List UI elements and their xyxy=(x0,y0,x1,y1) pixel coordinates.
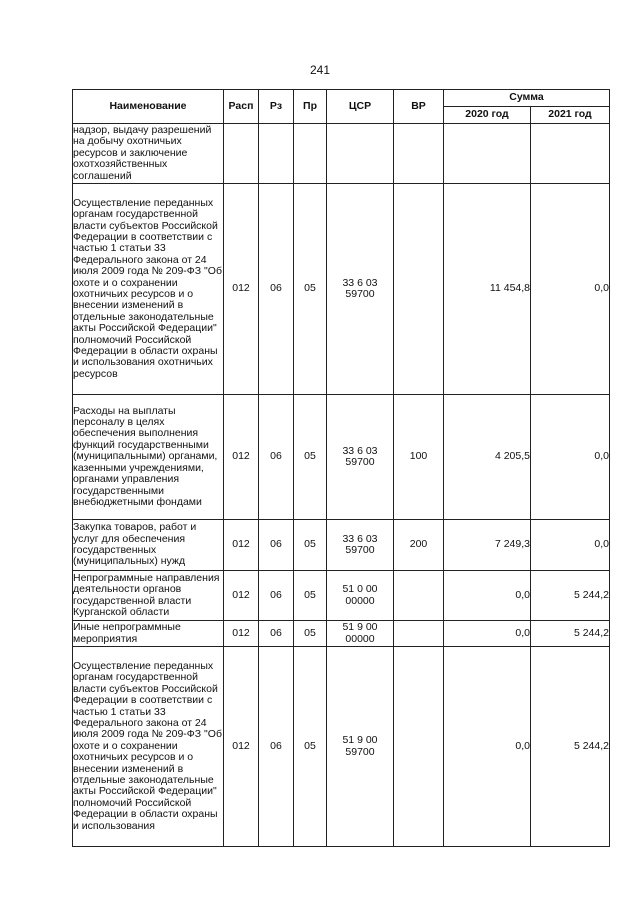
row-name: Осуществление переданных органам государственной власти субъектов Российской Федерации в соответствии с частью 1 статьи 33 Федерального закона от 24 июля 2009 года № 209-ФЗ "Об охоте и о сохранении охотничьих ресурсов и о внесении изменений в отдельные законодательные акты Российской Федерации" полномочий Российской Федерации в области охраны и использования xyxy=(73,647,224,847)
header-row xyxy=(73,90,610,107)
row-2021 xyxy=(531,124,610,184)
row-rz: 06 xyxy=(259,621,294,647)
row-rz: 06 xyxy=(259,520,294,571)
row-name: Расходы на выплаты персоналу в целях обеспечения выполнения функций государственными (муниципальными) органами, казенными учреждениями, органами управления государственными внебюджетными фондами xyxy=(73,395,224,520)
row-vr: 100 xyxy=(394,395,444,520)
header-2020: 2020 год xyxy=(444,107,531,124)
header-rz: Рз xyxy=(259,90,294,124)
table-row xyxy=(73,124,610,184)
row-rasp: 012 xyxy=(224,184,259,395)
header-pr: Пр xyxy=(294,90,327,124)
row-rz: 06 xyxy=(259,184,294,395)
row-pr: 05 xyxy=(294,571,327,621)
row-pr: 05 xyxy=(294,647,327,847)
header-rasp: Расп xyxy=(224,90,259,124)
row-2020: 7 249,3 xyxy=(444,520,531,571)
row-csr: 33 6 03 59700 xyxy=(327,184,394,395)
row-rz xyxy=(259,124,294,184)
header-name: Наименование xyxy=(73,90,224,124)
row-rz: 06 xyxy=(259,395,294,520)
table-row xyxy=(73,571,610,621)
row-rz: 06 xyxy=(259,571,294,621)
row-rasp: 012 xyxy=(224,621,259,647)
table-row xyxy=(73,520,610,571)
row-rasp: 012 xyxy=(224,571,259,621)
row-vr: 200 xyxy=(394,520,444,571)
row-2021: 0,0 xyxy=(531,395,610,520)
row-2021: 0,0 xyxy=(531,184,610,395)
row-2020: 0,0 xyxy=(444,571,531,621)
budget-table xyxy=(72,89,610,847)
table-row xyxy=(73,184,610,395)
row-2020: 11 454,8 xyxy=(444,184,531,395)
header-sum: Сумма xyxy=(444,90,610,107)
row-2020: 4 205,5 xyxy=(444,395,531,520)
row-vr xyxy=(394,621,444,647)
row-vr xyxy=(394,571,444,621)
row-2021: 5 244,2 xyxy=(531,621,610,647)
row-2020: 0,0 xyxy=(444,647,531,847)
header-2021: 2021 год xyxy=(531,107,610,124)
row-2020 xyxy=(444,124,531,184)
row-csr: 51 0 00 00000 xyxy=(327,571,394,621)
row-vr xyxy=(394,124,444,184)
row-rz: 06 xyxy=(259,647,294,847)
header-vr: ВР xyxy=(394,90,444,124)
row-vr xyxy=(394,647,444,847)
row-name: надзор, выдачу разрешений на добычу охотничьих ресурсов и заключение охотхозяйственных соглашений xyxy=(73,124,224,184)
row-2020: 0,0 xyxy=(444,621,531,647)
row-vr xyxy=(394,184,444,395)
row-csr: 51 9 00 59700 xyxy=(327,647,394,847)
row-2021: 5 244,2 xyxy=(531,571,610,621)
row-pr: 05 xyxy=(294,621,327,647)
row-csr: 51 9 00 00000 xyxy=(327,621,394,647)
row-name: Непрограммные направления деятельности органов государственной власти Курганской области xyxy=(73,571,224,621)
row-pr xyxy=(294,124,327,184)
row-rasp: 012 xyxy=(224,520,259,571)
table-row xyxy=(73,621,610,647)
row-csr xyxy=(327,124,394,184)
row-rasp: 012 xyxy=(224,647,259,847)
row-csr: 33 6 03 59700 xyxy=(327,520,394,571)
row-pr: 05 xyxy=(294,395,327,520)
row-rasp xyxy=(224,124,259,184)
row-2021: 5 244,2 xyxy=(531,647,610,847)
row-pr: 05 xyxy=(294,520,327,571)
page-number: 241 xyxy=(309,63,331,77)
row-2021: 0,0 xyxy=(531,520,610,571)
row-pr: 05 xyxy=(294,184,327,395)
row-csr: 33 6 03 59700 xyxy=(327,395,394,520)
table-row xyxy=(73,647,610,847)
row-name: Иные непрограммные мероприятия xyxy=(73,621,224,647)
header-csr: ЦСР xyxy=(327,90,394,124)
row-name: Осуществление переданных органам государственной власти субъектов Российской Федерации в соответствии с частью 1 статьи 33 Федерального закона от 24 июля 2009 года № 209-ФЗ "Об охоте и о сохранении охотничьих ресурсов и о внесении изменений в отдельные законодательные акты Российской Федерации" полномочий Российской Федерации в области охраны и использования охотничьих ресурсов xyxy=(73,184,224,395)
table-row xyxy=(73,395,610,520)
row-rasp: 012 xyxy=(224,395,259,520)
row-name: Закупка товаров, работ и услуг для обеспечения государственных (муниципальных) нужд xyxy=(73,520,224,571)
